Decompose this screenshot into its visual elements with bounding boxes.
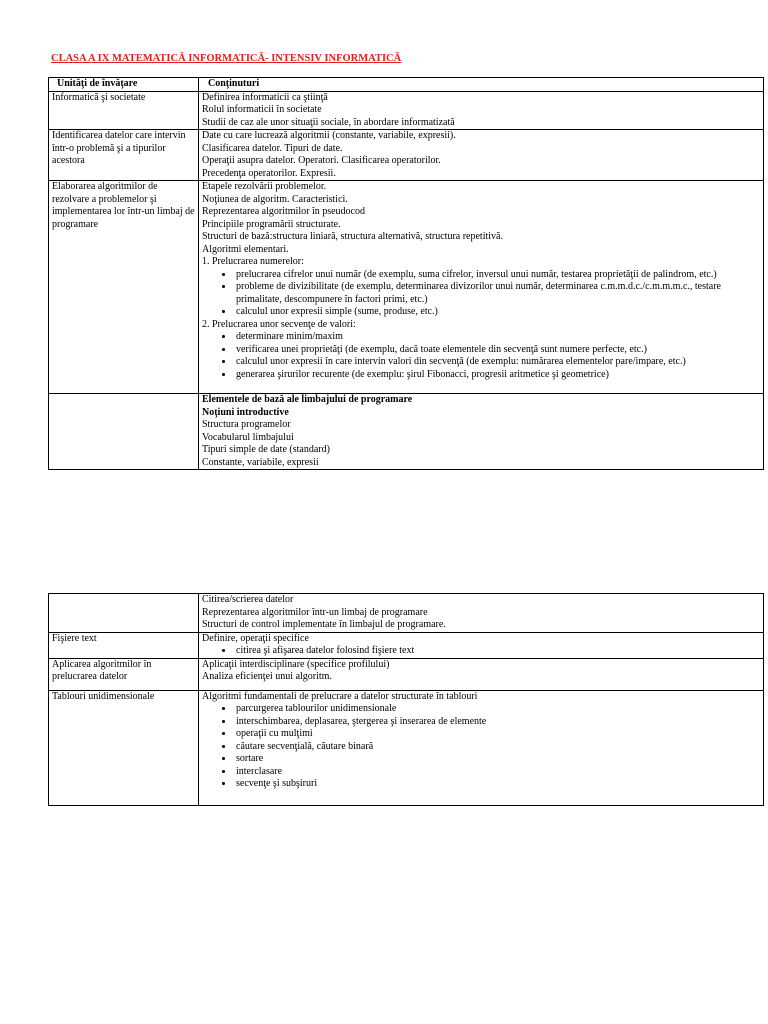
content-line: Structuri de control implementate în limbajul de programare. [202, 619, 446, 630]
unit-cell [49, 181, 199, 394]
unit-cell [49, 658, 199, 690]
unit-label: Elaborarea algoritmilor de rezolvare a problemelor şi implementarea lor într-un limbaj de programare [52, 181, 195, 230]
list-item: • sortare [234, 753, 760, 766]
content-line: 1. Prelucrarea numerelor: [202, 256, 304, 267]
unit-cell [49, 690, 199, 805]
list-item: • verificarea unei proprietăţi (de exemplu, dacă toate elementele din secvenţă sunt numere perfecte, etc.) [234, 344, 760, 357]
bullet-list [202, 269, 760, 319]
unit-label: Informatică şi societate [52, 91, 146, 103]
table-row [49, 632, 764, 658]
content-line: Constante, variabile, expresii [202, 456, 319, 468]
content-cell [199, 130, 764, 181]
list-item: • calculul unor expresii în care intervin valori din secvenţă (de exemplu: numărarea elementelor pare/impare, etc.) [234, 356, 760, 369]
content-line: Structura programelor [202, 419, 291, 430]
list-item: • operaţii cu mulţimi [234, 728, 760, 741]
unit-cell [49, 130, 199, 181]
header-contents [199, 78, 764, 92]
content-line: Etapele rezolvării problemelor. [202, 181, 327, 192]
list-item: • parcurgerea tablourilor unidimensionale [234, 703, 760, 716]
unit-label: Aplicarea algoritmilor în prelucrarea datelor [52, 658, 152, 682]
unit-label: Identificarea datelor care intervin într-o problemă şi a tipurilor acestora [52, 130, 186, 166]
list-item: • probleme de divizibilitate (de exemplu, determinarea divizorilor unui număr, determinarea c.m.m.d.c./c.m.m.m.c., testare primalitate, descompunere în factori primi, etc.) [234, 281, 760, 306]
content-line: Reprezentarea algoritmilor în pseudocod [202, 206, 365, 217]
bullet-list [202, 703, 760, 791]
unit-cell [49, 91, 199, 130]
content-line: Reprezentarea algoritmilor într-un limbaj de programare [202, 606, 428, 618]
content-cell [199, 632, 764, 658]
content-cell [199, 394, 764, 470]
content-line: Algoritmi fundamentali de prelucrare a datelor structurate în tablouri [202, 690, 478, 702]
content-line: Noţiunea de algoritm. Caracteristici. [202, 193, 348, 205]
content-cell [199, 594, 764, 633]
curriculum-table-2 [48, 593, 764, 806]
content-line: Studii de caz ale unor situaţii sociale, în abordare informatizată [202, 116, 455, 128]
list-item: • secvenţe şi subşiruri [234, 778, 760, 791]
content-line: Aplicaţii interdisciplinare (specifice profilului) [202, 658, 390, 670]
content-cell [199, 690, 764, 805]
header-learning-units: Unităţi de învăţare [49, 78, 199, 92]
table-row [49, 181, 764, 394]
table-row [49, 658, 764, 690]
content-line: 2. Prelucrarea unor secvenţe de valori: [202, 318, 356, 330]
bullet-list [202, 645, 760, 658]
unit-label: Fişiere text [52, 632, 97, 644]
section-heading: Elementele de bază ale limbajului de programare [202, 394, 413, 405]
content-line: Definire, operaţii specifice [202, 632, 309, 644]
document-title: CLASA A IX MATEMATICĂ INFORMATICĂ- INTENSIV INFORMATICĂ [51, 53, 402, 64]
list-item: • determinare minim/maxim [234, 331, 760, 344]
cell-spacer [202, 684, 760, 690]
table-row [49, 594, 764, 633]
cell-spacer [202, 791, 760, 805]
unit-cell [49, 632, 199, 658]
content-line: Algoritmi elementari. [202, 243, 289, 255]
list-item: • căutare secvenţială, căutare binară [234, 741, 760, 754]
list-item: • calculul unor expresii simple (sume, produse, etc.) [234, 306, 760, 319]
bullet-list [202, 331, 760, 381]
unit-cell [49, 394, 199, 470]
table-row [49, 130, 764, 181]
unit-cell [49, 594, 199, 633]
unit-label: Tablouri unidimensionale [52, 690, 155, 702]
content-cell [199, 181, 764, 394]
content-line: Date cu care lucrează algoritmii (constante, variabile, expresii). [202, 130, 456, 141]
curriculum-table-1 [48, 77, 764, 470]
list-item: • prelucrarea cifrelor unui număr (de exemplu, suma cifrelor, inversul unui număr, testarea proprietăţii de palindrom, etc.) [234, 269, 760, 282]
list-item: • interclasare [234, 766, 760, 779]
content-cell [199, 658, 764, 690]
content-line: Analiza eficienţei unui algoritm. [202, 671, 332, 682]
content-line: Principiile programării structurate. [202, 218, 341, 230]
content-line: Rolul informaticii în societate [202, 104, 322, 115]
section-subheading: Noţiuni introductive [202, 406, 289, 418]
content-line: Tipuri simple de date (standard) [202, 444, 330, 455]
table-header-row [49, 78, 764, 92]
content-line: Operaţii asupra datelor. Operatori. Clasificarea operatorilor. [202, 155, 441, 166]
content-line: Clasificarea datelor. Tipuri de date. [202, 142, 343, 154]
list-item: • generarea şirurilor recurente (de exemplu: şirul Fibonacci, progresii aritmetice şi geometrice) [234, 369, 760, 382]
table-row [49, 394, 764, 470]
cell-spacer [202, 381, 760, 393]
table-row [49, 91, 764, 130]
content-line: Structuri de bază:structura liniară, structura alternativă, structura repetitivă. [202, 231, 503, 242]
list-item: • citirea şi afişarea datelor folosind fişiere text [234, 645, 760, 658]
list-item: • interschimbarea, deplasarea, ştergerea şi inserarea de elemente [234, 716, 760, 729]
content-cell [199, 91, 764, 130]
table-row [49, 690, 764, 805]
header-contents-label: Conţinuturi [208, 78, 260, 89]
content-line: Citirea/scrierea datelor [202, 594, 294, 605]
content-line: Precedenţa operatorilor. Expresii. [202, 167, 336, 179]
content-line: Vocabularul limbajului [202, 431, 294, 443]
content-line: Definirea informaticii ca ştiinţă [202, 91, 328, 103]
